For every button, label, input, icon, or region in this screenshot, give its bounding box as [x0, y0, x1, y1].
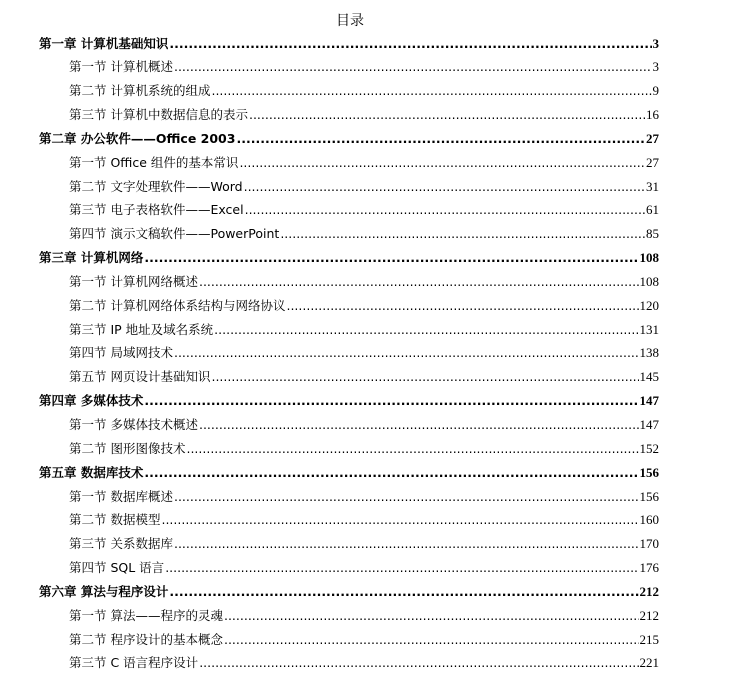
section-title: 第一节 多媒体技术概述 — [69, 413, 198, 437]
page-number: 170 — [640, 532, 660, 556]
chapter-title: 第四章 多媒体技术 — [39, 389, 143, 413]
toc-section-entry[interactable] — [39, 175, 659, 199]
section-title: 第一节 Office 组件的基本常识 — [69, 151, 238, 175]
toc-section-entry[interactable] — [39, 270, 659, 294]
section-title: 第一节 数据库概述 — [69, 485, 173, 509]
chapter-title: 第二章 办公软件——Office 2003 — [39, 127, 235, 151]
section-title: 第一节 计算机概述 — [69, 55, 173, 79]
page-number: 221 — [640, 651, 660, 675]
dot-leader — [245, 198, 645, 222]
toc-section-entry[interactable] — [39, 485, 659, 509]
section-title: 第二节 文字处理软件——Word — [69, 175, 243, 199]
section-title: 第一节 算法——程序的灵魂 — [69, 604, 223, 628]
dot-leader — [286, 294, 638, 318]
chapter-title: 第一章 计算机基础知识 — [39, 32, 168, 56]
section-title: 第二节 计算机系统的组成 — [69, 79, 210, 103]
page-number: 131 — [640, 318, 660, 342]
dot-leader — [211, 365, 638, 389]
dot-leader — [224, 628, 639, 652]
dot-leader — [249, 103, 645, 127]
page-number: 156 — [640, 461, 660, 485]
toc-section-entry[interactable] — [39, 604, 659, 628]
page-number: 138 — [640, 341, 660, 365]
dot-leader — [174, 55, 652, 79]
section-title: 第三节 关系数据库 — [69, 532, 173, 556]
toc-section-entry[interactable] — [39, 508, 659, 532]
section-title: 第五节 网页设计基础知识 — [69, 365, 210, 389]
chapter-title: 第五章 数据库技术 — [39, 461, 143, 485]
dot-leader — [169, 580, 638, 604]
section-title: 第一节 计算机网络概述 — [69, 270, 198, 294]
section-title: 第四节 SQL 语言 — [69, 556, 164, 580]
toc-section-entry[interactable] — [39, 651, 659, 675]
page-number: 145 — [640, 365, 660, 389]
dot-leader — [174, 532, 639, 556]
dot-leader — [144, 389, 638, 413]
toc-section-entry[interactable] — [39, 318, 659, 342]
dot-leader — [224, 604, 639, 628]
dot-leader — [144, 246, 638, 270]
section-title: 第二节 程序设计的基本概念 — [69, 628, 223, 652]
page-number: 3 — [653, 55, 660, 79]
toc-section-entry[interactable] — [39, 341, 659, 365]
page-number: 108 — [640, 270, 660, 294]
toc-section-entry[interactable] — [39, 413, 659, 437]
toc-section-entry[interactable] — [39, 556, 659, 580]
toc-section-entry[interactable] — [39, 198, 659, 222]
dot-leader — [199, 270, 639, 294]
dot-leader — [165, 556, 638, 580]
toc-section-entry[interactable] — [39, 79, 659, 103]
section-title: 第二节 计算机网络体系结构与网络协议 — [69, 294, 285, 318]
toc-section-entry[interactable] — [39, 365, 659, 389]
section-title: 第二节 图形图像技术 — [69, 437, 185, 461]
section-title: 第四节 演示文稿软件——PowerPoint — [69, 222, 279, 246]
section-title: 第三节 IP 地址及域名系统 — [69, 318, 213, 342]
page-number: 27 — [646, 127, 659, 151]
toc-section-entry[interactable] — [39, 151, 659, 175]
toc-section-entry[interactable] — [39, 222, 659, 246]
page-number: 160 — [640, 508, 660, 532]
dot-leader — [199, 413, 639, 437]
toc-section-entry[interactable] — [39, 55, 659, 79]
dot-leader — [280, 222, 645, 246]
toc-section-entry[interactable] — [39, 532, 659, 556]
toc-title: 目录 — [0, 10, 700, 30]
dot-leader — [161, 508, 638, 532]
section-title: 第三节 电子表格软件——Excel — [69, 198, 244, 222]
dot-leader — [174, 485, 639, 509]
dot-leader — [199, 651, 638, 675]
toc-chapter-entry[interactable] — [39, 580, 659, 604]
dot-leader — [144, 461, 638, 485]
page-number: 9 — [653, 79, 660, 103]
toc-section-entry[interactable] — [39, 294, 659, 318]
toc-chapter-entry[interactable] — [39, 32, 659, 56]
toc-section-entry[interactable] — [39, 437, 659, 461]
section-title: 第三节 C 语言程序设计 — [69, 651, 198, 675]
page-number: 152 — [640, 437, 660, 461]
toc-list — [39, 32, 659, 675]
page-number: 156 — [640, 485, 660, 509]
dot-leader — [169, 32, 651, 56]
toc-chapter-entry[interactable] — [39, 461, 659, 485]
dot-leader — [174, 341, 639, 365]
page-number: 61 — [646, 198, 659, 222]
page-number: 3 — [653, 32, 660, 56]
page-number: 147 — [640, 389, 660, 413]
section-title: 第四节 局域网技术 — [69, 341, 173, 365]
page-number: 31 — [646, 175, 659, 199]
dot-leader — [244, 175, 645, 199]
page-number: 85 — [646, 222, 659, 246]
dot-leader — [214, 318, 638, 342]
page-number: 16 — [646, 103, 659, 127]
chapter-title: 第六章 算法与程序设计 — [39, 580, 168, 604]
page-number: 27 — [646, 151, 659, 175]
toc-section-entry[interactable] — [39, 103, 659, 127]
dot-leader — [236, 127, 645, 151]
toc-chapter-entry[interactable] — [39, 389, 659, 413]
dot-leader — [239, 151, 645, 175]
toc-chapter-entry[interactable] — [39, 246, 659, 270]
section-title: 第三节 计算机中数据信息的表示 — [69, 103, 248, 127]
toc-chapter-entry[interactable] — [39, 127, 659, 151]
page-number: 108 — [640, 246, 660, 270]
dot-leader — [211, 79, 651, 103]
page-number: 212 — [640, 604, 660, 628]
chapter-title: 第三章 计算机网络 — [39, 246, 143, 270]
page-number: 212 — [640, 580, 660, 604]
section-title: 第二节 数据模型 — [69, 508, 160, 532]
page-number: 147 — [640, 413, 660, 437]
page-number: 120 — [640, 294, 660, 318]
dot-leader — [186, 437, 638, 461]
page-number: 176 — [640, 556, 660, 580]
page-number: 215 — [640, 628, 660, 652]
toc-section-entry[interactable] — [39, 628, 659, 652]
